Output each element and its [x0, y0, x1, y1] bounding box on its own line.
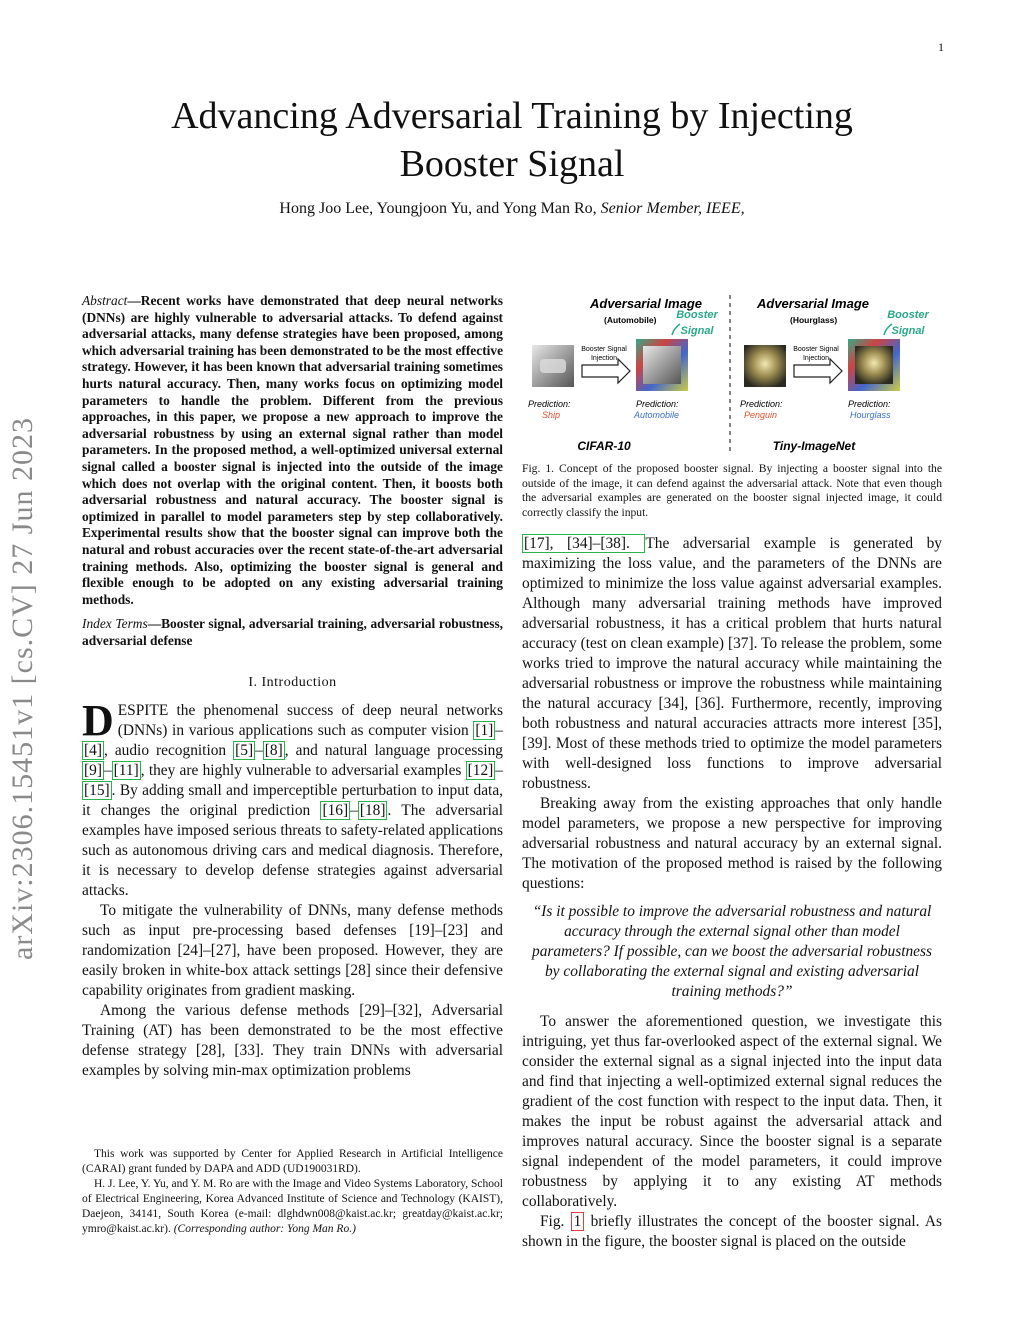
left-subtitle: (Automobile): [604, 315, 657, 325]
left-injection-arrow: [582, 359, 630, 383]
abstract-label: Abstract: [82, 293, 128, 308]
footnote: [82, 1147, 503, 1237]
intro-body: [82, 696, 503, 1081]
footnote-funding: This work was supported by Center for Applied Research in Artificial Intelligence (CARAI) grant funded by DAPA and ADD (UD190031RD).: [82, 1148, 503, 1175]
citation-link[interactable]: [11]: [113, 762, 139, 780]
right-paragraph-3: To answer the aforementioned question, we investigate this intriguing, yet thus far-overlooked aspect of the external signal. We consider the external signal as a signal injected into the input data and find that injecting a well-optimized external signal reduces the gradient of the cost function with respect to the input data. Then, it makes the input be robust against the adversarial attack and improves natural accuracy. Since the booster signal is a separate signal independent of the model parameters, it could improve robustness by applying it to any existing AT methods collaboratively.: [522, 1013, 942, 1210]
right-injected-image: [855, 346, 893, 384]
left-pred-after: Automobile: [634, 410, 680, 420]
right-arrow-label-2: Injection: [802, 355, 830, 362]
drop-cap: D: [82, 696, 114, 746]
left-arrow-label-2: Injection: [590, 355, 618, 362]
footnote-affiliation: H. J. Lee, Y. Yu, and Y. M. Ro are with the Image and Video Systems Laboratory, School of Electrical Engineering, Korea Advanced Institute of Science and Technology (KAIST), Daejeon, 34141, South Korea (e-mail: dlghdwn008@kaist.ac.kr; greatday@kaist.ac.kr; ymro@kaist.ac.kr). (Corresponding author: Yong Man Ro.): [82, 1178, 503, 1235]
right-injection-arrow: [794, 359, 842, 383]
left-car-shape: [540, 359, 566, 373]
paper-title: [0, 92, 1024, 188]
index-terms-label: Index Terms: [82, 616, 148, 632]
right-booster-label-1: Booster: [887, 309, 929, 321]
citation-link[interactable]: [16]: [322, 802, 349, 820]
figure-1: [522, 293, 942, 458]
left-column: [82, 293, 503, 1081]
citation-link[interactable]: [1]: [475, 722, 494, 740]
title-line-1: Advancing Adversarial Training by Injecting: [171, 95, 853, 137]
figure-1-diagram: [522, 293, 942, 458]
citation-link[interactable]: [15]: [84, 782, 110, 800]
right-paragraph-1: [17], [34]–[38]. The adversarial example is generated by maximizing the loss value, and the parameters of the DNNs are optimized to minimize the loss value against adversarial examples. Although many adversarial training methods have improved adversarial robustness, it has a critical problem that hurts natural accuracy (test on clean example) [37]. To release the problem, some works tried to improve the natural accuracy while maintaining the adversarial robustness or improve the robustness while maintaining the natural accuracy [34], [36]. Furthermore, recently, improving both robustness and natural accuracies attracts more interest [35], [39]. Most of these methods tried to optimize the model parameters with well-designed loss functions to improve adversarial robustness.: [522, 535, 942, 792]
abstract: [82, 293, 503, 608]
right-title: Adversarial Image: [757, 296, 870, 311]
arxiv-stamp: arXiv:2306.15451v1 [cs.CV] 27 Jun 2023: [6, 417, 39, 960]
right-adversarial-image: [744, 345, 786, 387]
citation-link[interactable]: [4]: [84, 742, 102, 760]
motivation-quote: “Is it possible to improve the adversarial robustness and natural accuracy through the external signal other than model parameters? If possible, can we boost the adversarial robustness by collaborating the external signal and existing adversarial training methods?”: [532, 903, 932, 1000]
abstract-text: —Recent works have demonstrated that deep neural networks (DNNs) are highly vulnerable to adversarial attacks. To defend against adversarial attacks, many defense strategies have been proposed, among which adversarial training has been demonstrated to be the most effective strategy. However, it has been known that adversarial training sometimes hurts natural accuracy. Then, many works focus on optimizing model parameters to handle the problem. Different from the previous approaches, in this paper, we propose a new approach to improve the adversarial robustness by using an external signal rather than model parameters. In the proposed method, a well-optimized universal external signal called a booster signal is injected into the outside of the image which does not overlap with the original content. Then, it boosts both adversarial robustness and natural accuracy. The booster signal is optimized in parallel to model parameters step by step collaboratively. Experimental results show that the booster signal can improve both the natural and robust accuracies over the recent state-of-the-art adversarial training methods. Also, optimizing the booster signal is general and flexible enough to be adopted on any existing adversarial training methods.: [82, 293, 504, 607]
left-pred-label-after: Prediction:: [636, 399, 679, 409]
authors-names: Hong Joo Lee, Youngjoon Yu, and Yong Man Ro,: [279, 200, 597, 217]
citation-link[interactable]: [8]: [264, 742, 283, 760]
left-arrow-label-1: Booster Signal: [581, 346, 627, 353]
left-pred-before: Ship: [542, 410, 561, 420]
left-booster-label-2: Signal: [680, 325, 714, 337]
left-booster-pointer: [672, 324, 680, 335]
author-list: [0, 200, 1024, 218]
right-pred-label-before: Prediction:: [740, 399, 783, 409]
right-booster-label-2: Signal: [891, 325, 925, 337]
intro-paragraph-2: To mitigate the vulnerability of DNNs, many defense methods such as input pre-processing based defenses [19]–[23] and randomization [24]–[27], have been proposed. However, they are easily broken in white-box attack settings [28] since their defensive capability originates from gradient masking.: [82, 902, 503, 1000]
citation-link[interactable]: [5]: [235, 742, 254, 760]
title-line-2: Booster Signal: [399, 143, 625, 185]
right-paragraph-2: Breaking away from the existing approaches that only handle model parameters, we propose a new perspective for improving adversarial robustness and natural accuracy by an external signal. The motivation of the proposed method is raised by the following questions:: [522, 795, 942, 892]
citation-link[interactable]: [9]: [84, 762, 102, 780]
figure-link[interactable]: 1: [571, 1212, 585, 1231]
right-pred-label-after: Prediction:: [848, 399, 891, 409]
index-terms: [82, 616, 503, 649]
left-pred-label-before: Prediction:: [528, 399, 571, 409]
left-booster-label-1: Booster: [676, 309, 718, 321]
citation-link[interactable]: [12]: [467, 762, 494, 780]
figure-1-caption: Fig. 1. Concept of the proposed booster signal. By injecting a booster signal into the outside of the image, it can defend against the adversarial attack. Note that even though the adversarial examples are generated on the booster signal injected image, it could correctly classify the input.: [522, 462, 942, 519]
section-heading: I. Introduction: [248, 675, 337, 691]
left-dataset: CIFAR-10: [577, 439, 631, 453]
authors-suffix: Senior Member, IEEE,: [600, 200, 745, 217]
right-paragraph-4: Fig. 1 briefly illustrates the concept of the booster signal. As shown in the figure, the booster signal is placed on the outside: [522, 1213, 942, 1250]
intro-paragraph-1: DESPITE the phenomenal success of deep neural networks (DNNs) in various applications such as computer vision [1] –[4] , audio recognition [5] – [8] , and natural language processing [9] – [11] , they are highly vulnerable to adversarial examples [12] –[15] . By adding small and imperceptible perturbation to input data, it changes the original prediction [16] – [18] . The adversarial examples have imposed serious threats to safety-related applications such as autonomous driving cars and medical diagnosis. Therefore, it is necessary to develop defense strategies against adversarial attacks.: [82, 696, 503, 900]
right-arrow-label-1: Booster Signal: [793, 346, 839, 353]
intro-paragraph-3: Among the various defense methods [29]–[32], Adversarial Training (AT) has been demonstrated to be the most effective defense strategy [28], [33]. They train DNNs with adversarial examples by solving min-max optimization problems: [82, 1002, 503, 1080]
left-title: Adversarial Image: [590, 296, 703, 311]
citation-link[interactable]: [18]: [359, 802, 386, 820]
right-column-text: [522, 534, 942, 1252]
right-subtitle: (Hourglass): [790, 315, 838, 325]
right-dataset: Tiny-ImageNet: [772, 439, 856, 453]
right-pred-after: Hourglass: [850, 410, 891, 420]
left-injected-image: [643, 346, 681, 384]
citation-group[interactable]: [17], [34]–[38].: [524, 535, 644, 552]
page-number: 1: [938, 40, 944, 54]
index-terms-text: —Booster signal, adversarial training, adversarial robustness, adversarial defense: [82, 616, 504, 648]
right-pred-before: Penguin: [744, 410, 778, 420]
